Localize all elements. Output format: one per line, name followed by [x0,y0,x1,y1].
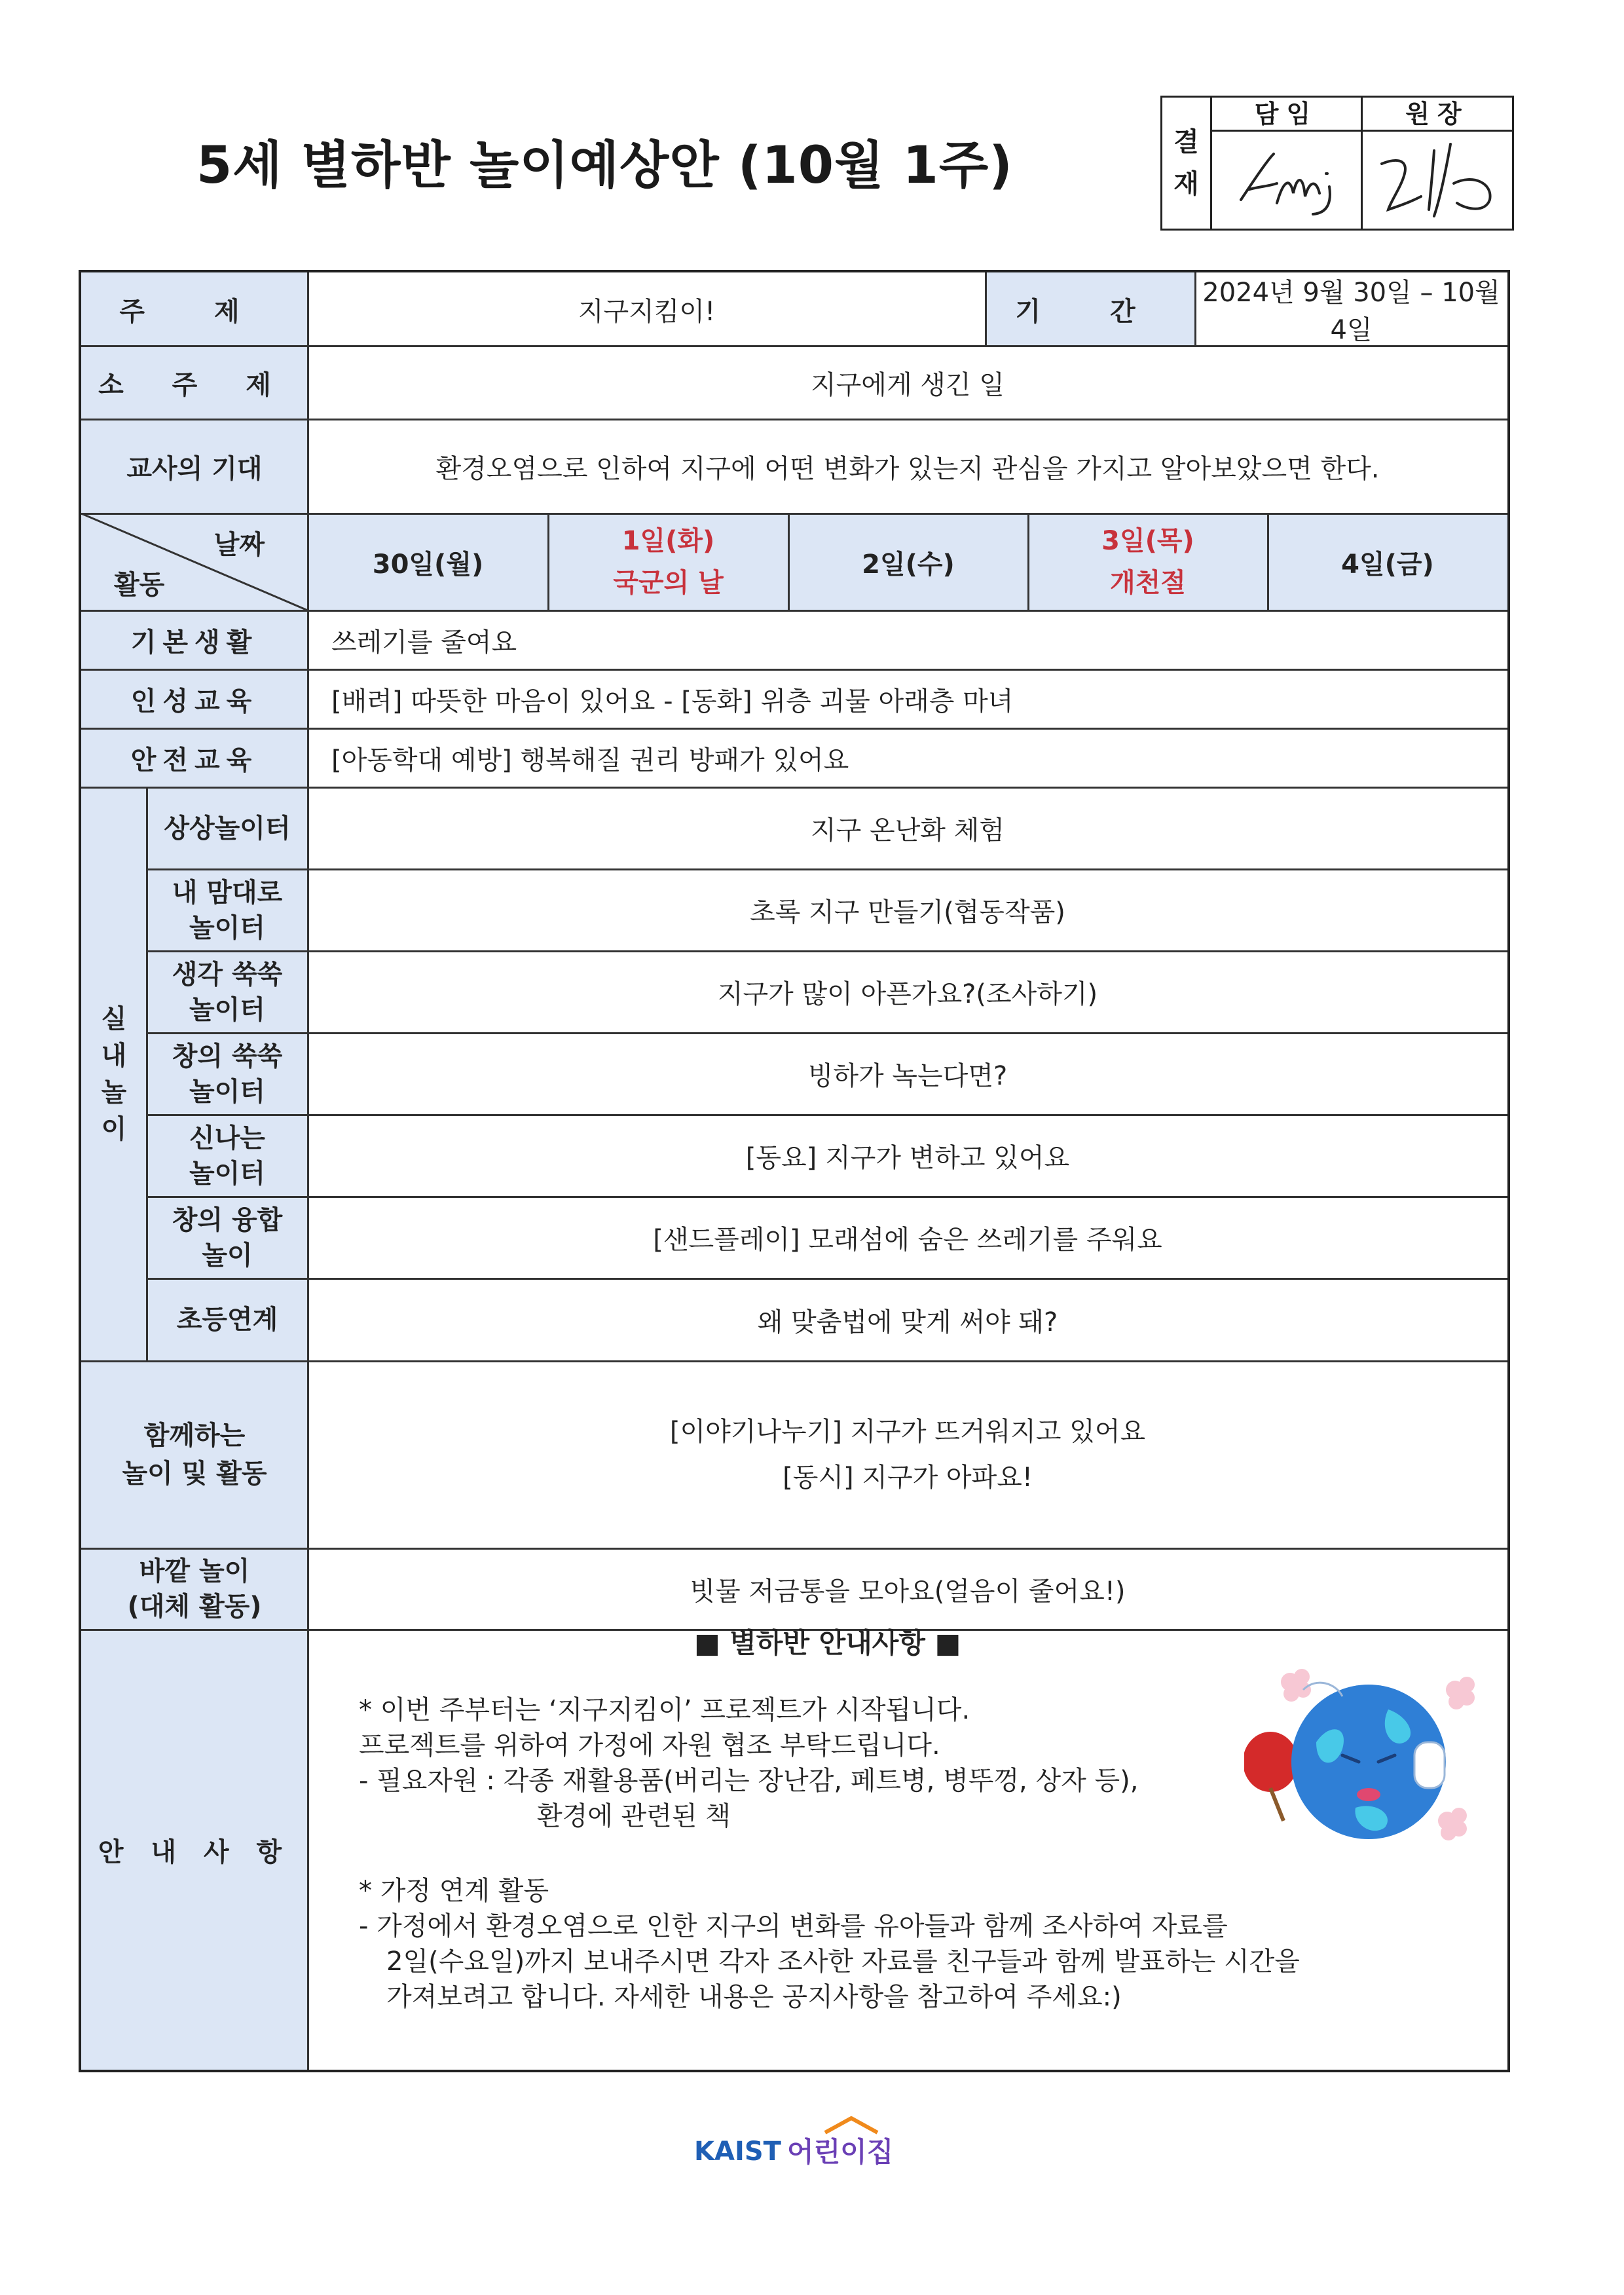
teacher-signature [1212,132,1361,229]
character-edu-value: [배려] 따뜻한 마음이 있어요 - [동화] 위층 괴물 아래층 마녀 [331,686,1014,717]
notice-line-8: 가져보려고 합니다. 자세한 내용은 공지사항을 참고하여 주세요:) [386,1982,1122,2012]
indoor-label-3: 생각 쑥쑥 놀이터 [147,951,308,1033]
indoor-play-label: 실 내 놀 이 [81,787,147,1361]
outdoor-label: 바깥 놀이 (대체 활동) [81,1548,308,1630]
notice-line-2: 프로젝트를 위하여 가정에 자원 협조 부탁드립니다. [359,1730,940,1761]
indoor-value-7: 왜 맞춤법에 맞게 써야 돼? [757,1307,1058,1337]
page-title: 5세 별하반 놀이예상안 (10월 1주) [196,136,1013,195]
kaist-kindergarten-logo [694,2113,904,2172]
activity-label: 활동 [114,570,165,600]
notice-title: ■ 별하반 안내사항 ■ [694,1627,961,1659]
period-value: 2024년 9월 30일 – 10월 4일 [1202,278,1500,345]
svg-text:KAIST: KAIST [694,2136,781,2167]
period-label: 기 간 [986,272,1195,346]
topic-label: 주 제 [81,272,308,346]
indoor-label-2: 내 맘대로 놀이터 [147,869,308,951]
approval-side-label: 결 재 [1162,98,1212,229]
approval-director [1363,98,1512,229]
approval-teacher [1212,98,1363,229]
indoor-value-5: [동요] 지구가 변하고 있어요 [745,1143,1070,1173]
topic-value: 지구지킴이! [578,296,716,327]
notice-line-3: - 필요자원 : 각종 재활용품(버리는 장난감, 페트병, 병뚜껑, 상자 등), [359,1766,1139,1796]
day-mon: 30일(월) [308,513,548,610]
subtopic-label: 소 주 제 [81,346,308,419]
day-tue-holiday: 1일(화) 국군의 날 [548,513,788,610]
day-thu-holiday: 3일(목) 개천절 [1028,513,1268,610]
safety-edu-value: [아동학대 예방] 행복해질 권리 방패가 있어요 [331,745,849,775]
day-wed: 2일(수) [788,513,1028,610]
together-label: 함께하는 놀이 및 활동 [81,1361,308,1548]
indoor-value-2: 초록 지구 만들기(협동작품) [750,897,1065,927]
expectation-label: 교사의 기대 [81,419,308,513]
day-fri: 4일(금) [1268,513,1507,610]
svg-text:어린이집: 어린이집 [787,2136,894,2168]
subtopic-value: 지구에게 생긴 일 [811,369,1005,400]
notice-line-4: 환경에 관련된 책 [537,1801,731,1831]
indoor-value-1: 지구 온난화 체험 [811,815,1005,846]
sick-earth-illustration [1244,1664,1480,1873]
indoor-value-3: 지구가 많이 아픈가요?(조사하기) [717,979,1098,1009]
indoor-label-4: 창의 쑥쑥 놀이터 [147,1033,308,1115]
expectation-value: 환경오염으로 인하여 지구에 어떤 변화가 있는지 관심을 가지고 알아보았으면 한다. [435,453,1380,484]
indoor-label-1: 상상놀이터 [147,787,308,869]
approval-teacher-label: 담임 [1212,98,1361,132]
indoor-label-5: 신나는 놀이터 [147,1115,308,1197]
indoor-value-4: 빙하가 녹는다면? [807,1061,1008,1091]
notice-line-5: * 가정 연계 활동 [359,1876,549,1906]
notice-line-1: * 이번 주부터는 ‘지구지킴이’ 프로젝트가 시작됩니다. [359,1695,970,1725]
notice-line-7: 2일(수요일)까지 보내주시면 각자 조사한 자료를 친구들과 함께 발표하는 시간을 [386,1947,1300,1977]
approval-box [1160,96,1514,231]
indoor-label-6: 창의 융합 놀이 [147,1197,308,1278]
director-signature [1363,132,1512,229]
basic-life-label: 기본생활 [81,610,308,669]
notice-label: 안 내 사 항 [81,1630,308,2070]
indoor-value-6: [샌드플레이] 모래섬에 숨은 쓰레기를 주워요 [653,1225,1162,1255]
indoor-label-7: 초등연계 [147,1278,308,1361]
basic-life-value: 쓰레기를 줄여요 [331,627,517,658]
character-edu-label: 인성교육 [81,669,308,728]
together-value: [이야기나누기] 지구가 뜨거워지고 있어요 [동시] 지구가 아파요! [669,1417,1146,1493]
approval-director-label: 원장 [1363,98,1512,132]
date-activity-corner [81,513,308,610]
outdoor-value: 빗물 저금통을 모아요(얼음이 줄어요!) [690,1576,1126,1607]
notice-line-6: - 가정에서 환경오염으로 인한 지구의 변화를 유아들과 함께 조사하여 자료를 [359,1911,1228,1941]
date-label: 날짜 [213,530,265,560]
safety-edu-label: 안전교육 [81,728,308,787]
